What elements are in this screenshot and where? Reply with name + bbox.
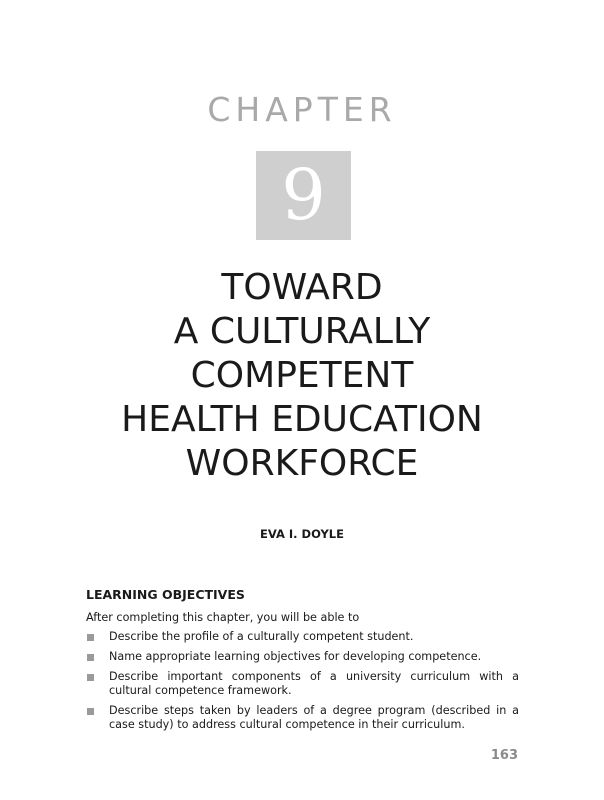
chapter-title <box>40 266 564 486</box>
square-bullet-icon <box>87 674 94 681</box>
objective-text: Describe steps taken by leaders of a degree program (described in a case study) to address cultural competence in their curriculum. <box>109 704 519 731</box>
list-item <box>86 650 519 664</box>
title-line: TOWARD <box>221 267 383 308</box>
title-line: A CULTURALLY <box>173 311 431 352</box>
author-name: EVA I. DOYLE <box>260 527 344 541</box>
learning-objectives-heading: LEARNING OBJECTIVES <box>86 587 245 602</box>
list-item <box>86 670 519 698</box>
square-bullet-icon <box>87 654 94 661</box>
square-bullet-icon <box>87 634 94 641</box>
list-item <box>86 704 519 732</box>
square-bullet-icon <box>87 708 94 715</box>
chapter-label: CHAPTER <box>207 90 397 129</box>
chapter-number-box <box>256 151 351 240</box>
list-item <box>86 630 519 644</box>
title-line: WORKFORCE <box>185 443 419 484</box>
learning-objectives-intro: After completing this chapter, you will be able to <box>86 611 360 624</box>
objective-text: Describe important components of a university curriculum with a cultural competence framework. <box>109 670 519 697</box>
chapter-number: 9 <box>281 154 326 236</box>
title-line: HEALTH EDUCATION <box>121 399 483 440</box>
title-line: COMPETENT <box>190 355 414 396</box>
objective-text: Describe the profile of a culturally competent student. <box>109 630 414 643</box>
objectives-list <box>86 630 519 732</box>
learning-objectives <box>86 587 519 738</box>
objective-text: Name appropriate learning objectives for developing competence. <box>109 650 482 663</box>
page-number: 163 <box>490 748 518 763</box>
